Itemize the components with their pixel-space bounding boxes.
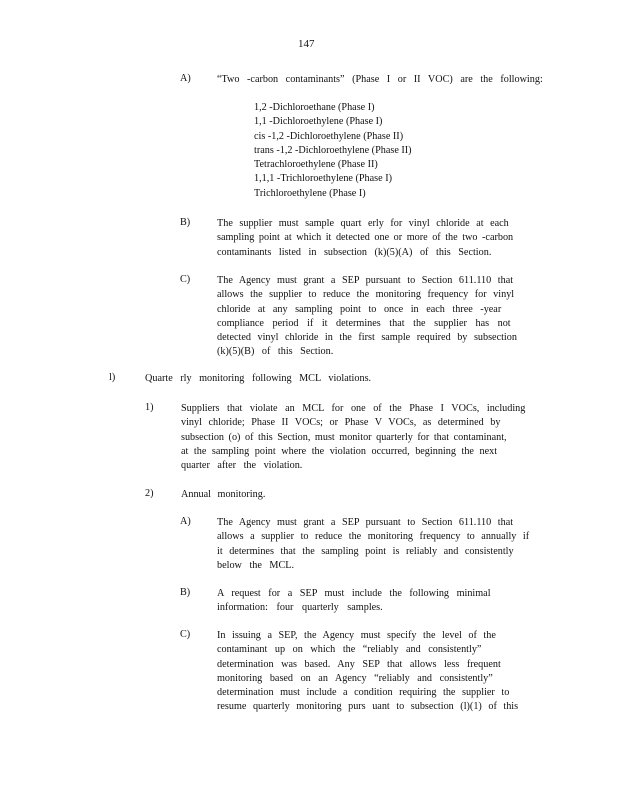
item-label-2: 2) [145,488,154,499]
item-label-b-annual: B) [180,587,191,598]
text-line: determination was based. Any SEP that allows less frequent [217,658,501,670]
paragraph-two-carbon-intro: “Two -carbon contaminants” (Phase I or II VOC) are the following: [217,74,543,85]
text-line: Suppliers that violate an MCL for one of the Phase I VOCs, including [181,403,526,414]
text-line: at the sampling point where the violation occurred, beginning the next [181,445,498,457]
page-number: 147 [298,38,315,50]
item-label-c-annual: C) [180,629,191,640]
text-line: In issuing a SEP, the Agency must specify the level of the [217,630,496,641]
paragraph-quarterly-monitoring [181,402,531,473]
contaminant-list [254,101,412,201]
text-line: sampling point at which it detected one or more of the two -carbon [217,232,514,244]
list-item: cis -1,2 -Dichloroethylene (Phase II) [254,130,404,142]
text-line: (k)(5)(B) of this Section. [217,346,334,358]
paragraph-vinyl-chloride-sampling [217,217,537,260]
text-line: determination must include a condition requiring the supplier to [217,687,510,699]
text-line: contaminants listed in subsection (k)(5)(A) of this Section. [217,246,492,258]
text-line: The Agency must grant a SEP pursuant to Section 611.110 that [217,517,514,528]
text-line: information: four quarterly samples. [217,602,383,614]
text-line: compliance period if it determines that the supplier has not [217,317,511,329]
text-line: detected vinyl chloride in the first sample required by subsection [217,332,517,344]
text-line: vinyl chloride; Phase II VOCs; or Phase V VOCs, as determined by [181,417,501,429]
text-line: below the MCL. [217,559,295,571]
item-label-a-annual: A) [180,516,191,527]
text-line: The Agency must grant a SEP pursuant to Section 611.110 that [217,275,514,286]
text-line: subsection (o) of this Section, must monitor quarterly for that contaminant, [181,431,507,443]
paragraph-sep-issuing [217,629,537,715]
item-label-c: C) [180,274,191,285]
list-item: 1,2 -Dichloroethane (Phase I) [254,102,375,113]
subsection-label-l: l) [109,372,116,383]
item-label-b: B) [180,217,191,228]
text-line: The supplier must sample quart erly for vinyl chloride at each [217,218,509,229]
item-label-1: 1) [145,402,154,413]
text-line: quarter after the violation. [181,460,303,472]
item-label-a: A) [180,73,191,84]
text-line: resume quarterly monitoring purs uant to subsection (l)(1) of this [217,701,519,713]
subsection-heading-l: Quarte rly monitoring following MCL violations. [145,373,372,384]
annual-monitoring-heading: Annual monitoring. [181,489,266,500]
paragraph-sep-annual [217,516,547,573]
paragraph-sep-request [217,587,537,616]
text-line: A request for a SEP must include the following minimal [217,588,491,599]
list-item: 1,1,1 -Trichloroethylene (Phase I) [254,173,392,185]
list-item: 1,1 -Dichloroethylene (Phase I) [254,116,383,128]
text-line: allows the supplier to reduce the monitoring frequency for vinyl [217,289,515,301]
text-line: chloride at any sampling point to once in each three -year [217,303,502,315]
paragraph-sep-vinyl-chloride [217,274,537,360]
text-line: allows a supplier to reduce the monitoring frequency to annually if [217,531,530,543]
text-line: contaminant up on which the “reliably and consistently” [217,644,482,656]
text-line: it determines that the sampling point is reliably and consistently [217,545,514,557]
text-line: monitoring based on an Agency “reliably and consistently” [217,672,493,684]
list-item: Trichloroethylene (Phase I) [254,187,366,199]
list-item: Tetrachloroethylene (Phase II) [254,159,378,171]
list-item: trans -1,2 -Dichloroethylene (Phase II) [254,144,412,156]
